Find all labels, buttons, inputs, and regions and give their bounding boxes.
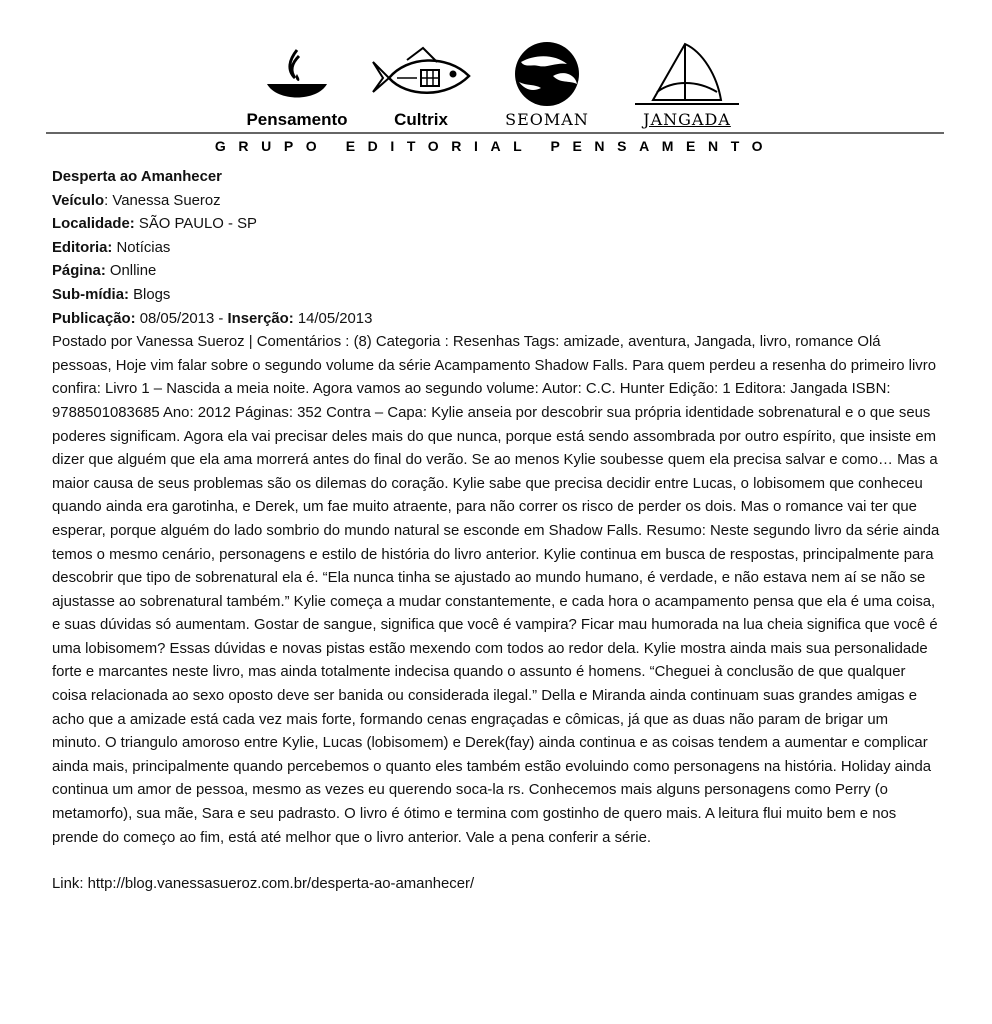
field-localidade: Localidade: SÃO PAULO - SP [52,216,257,233]
article-link: Link: http://blog.vanessasueroz.com.br/desperta-ao-amanhecer/ [52,876,475,893]
globe-icon [491,40,603,108]
field-editoria: Editoria: Notícias [52,239,171,256]
fish-icon [367,40,475,108]
logo-label-cultrix: Cultrix [394,110,448,129]
logo-label-jangada: JANGADA [643,110,731,129]
field-pagina: Página: Onlline [52,263,157,280]
article-body: Postado por Vanessa Sueroz | Comentários : (8) Categoria : Resenhas Tags: amizade, aventura, Jangada, livro, romance Olá pessoas, Hoje vim falar sobre o segundo volume da série Acampamento Shadow Falls. Para quem perdeu a resenha do primeiro livro confira: Livro 1 – Nascida a meia noite. Agora vamos ao segundo volume: Autor: C.C. Hunter Edição: 1 Editora: Jangada ISBN: 9788501083685 Ano: 2012 Páginas: 352 Contra – Capa: Kylie anseia por descobrir sua própria identidade sobrenatural e o que seus poderes significam. Agora ela vai precisar deles mais do que nunca, porque está sendo assombrada por outro espírito, que insiste em dizer que alguém que ela ama morrerá antes do final do verão. Se ao menos Kylie soubesse quem ela precisa salvar e como… Mas a maior causa de seus problemas são os dilemas do coração. Kylie sabe que precisa decidir entre Lucas, o lobisomem que conheceu quando ainda era garotinha, e Derek, um fae muito atraente, para não correr os risco de perder os dois. Mas o romance vai ter que esperar, porque alguém do lado sombrio do mundo natural se esconde em Shadow Falls. Resumo: Neste segundo livro da série ainda temos o mesmo cenário, personagens e estilo de história do livro anterior. Kylie continua em busca de respostas, principalmente para descobrir que tipo de sobrenatural ela é. “Ela nunca tinha se ajustado ao mundo humano, é verdade, e não estava nem aí se não se ajustasse ao sobrenatural também.” Kylie começa a mudar constantemente, e cada hora o acampamento pensa que ela é uma coisa, e suas dúvidas só aumentam. Gostar de sangue, significa que você é vampira? Ficar mau humorada na lua cheia significa que você é uma lobisomem? Essas dúvidas e novas pistas estão mexendo com todos ao redor dela. Kylie mostra ainda mais sua personalidade forte e marcantes neste livro, mas ainda totalmente indecisa quando o assunto é homens. “Cheguei à conclusão de que qualquer coisa relacionada ao sexo oposto deve ser banida ou considerada ilegal.” Della e Miranda ainda continuam suas grandes amigas e acho que a amizade está cada vez mais forte, formando cenas engraçadas e cômicas, já que as duas não param de brigar um minuto. O triangulo amoroso entre Kylie, Lucas (lobisomem) e Derek(fay) ainda continua e as coisas tendem a aumentar e complicar ainda mais, principalmente quando percebemos o quanto eles também estão evoluindo como personagens na história. Holiday ainda continua um amor de pessoa, mesmo as vezes eu querendo soca-la rs. Conhecemos mais alguns personagens como Perry (o metamorfo), sua mãe, Sara e seu padrasto. O livro é ótimo e termina com gostinho de quero mais. A leitura flui muito bem e nos prende do começo ao fim, está até melhor que o livro anterior. Vale a pena conferir a série. [52,334,940,846]
publisher-logos [0,40,992,132]
logo-pensamento [232,40,362,130]
article [52,166,940,897]
field-publicacao: Publicação: 08/05/2013 - Inserção: 14/05/2013 [52,310,373,327]
logo-jangada [620,40,754,129]
logo-label-seoman: SEOMAN [505,110,589,129]
lamp-icon [237,40,357,108]
sail-icon [625,40,749,108]
logo-seoman [486,40,608,129]
group-name: GRUPO EDITORIAL PENSAMENTO [214,138,776,154]
article-title: Desperta ao Amanhecer [52,169,222,185]
logo-cultrix [362,40,480,130]
logo-label-pensamento: Pensamento [246,110,348,129]
field-veiculo: Veículo: Vanessa Sueroz [52,192,221,209]
field-submidia: Sub-mídia: Blogs [52,286,171,303]
header-divider [46,132,944,134]
